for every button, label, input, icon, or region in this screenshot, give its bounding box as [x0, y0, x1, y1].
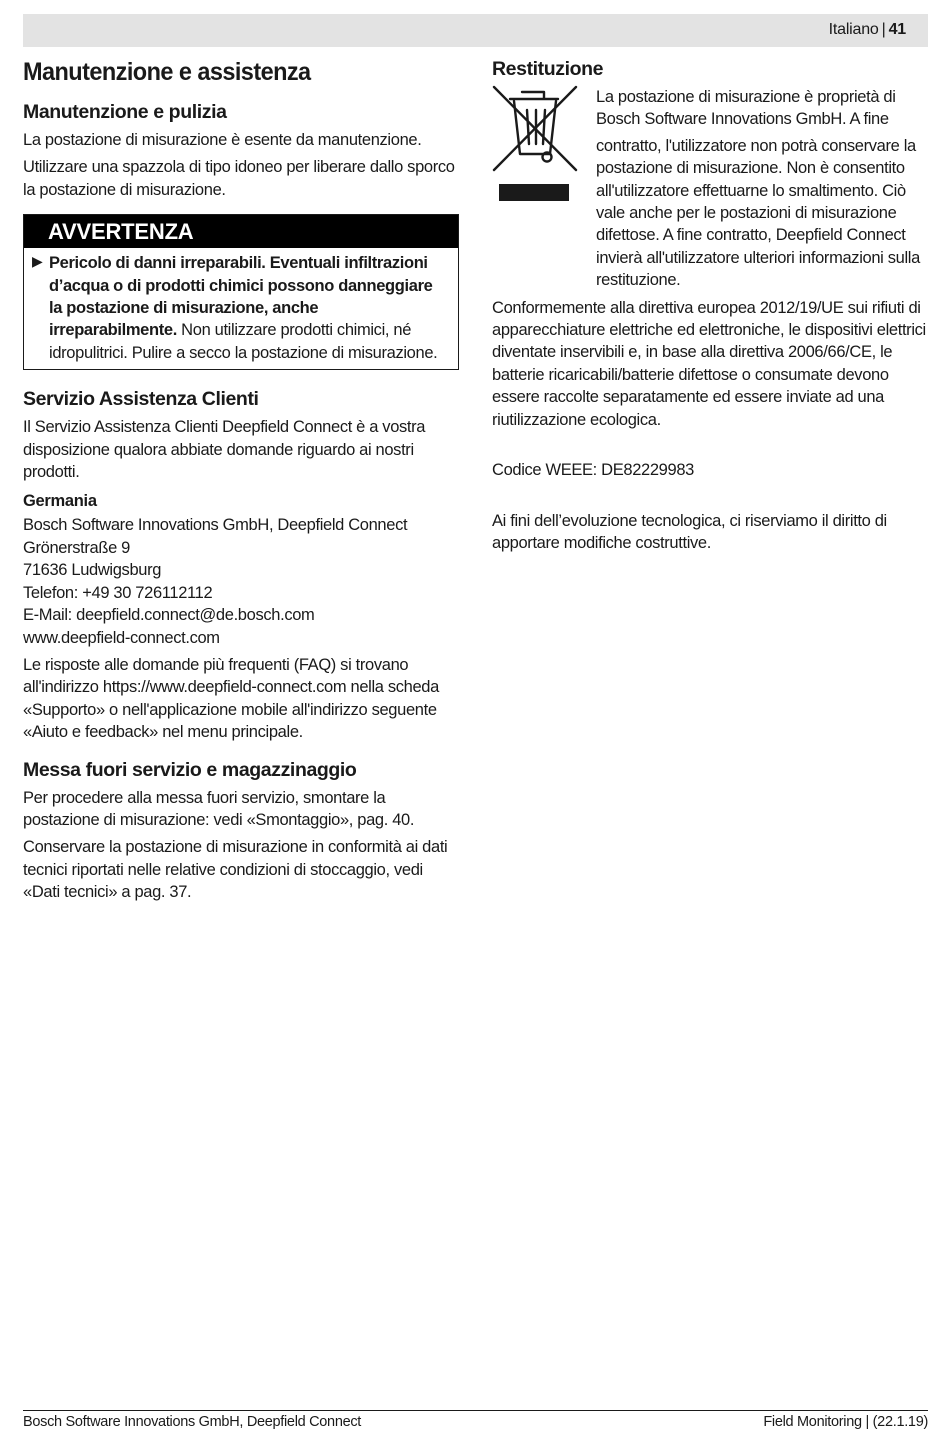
- country-heading: Germania: [23, 492, 97, 511]
- return-heading: Restituzione: [492, 58, 604, 80]
- warning-box: [23, 214, 459, 370]
- directive-paragraph: Conformemente alla direttiva europea 2012/19/UE sui rifiuti di apparecchiature elettriche ed elettroniche, le dispositivi elettrici diventate inservibili e, in base alla direttiva 2006/66/CE, le batterie ricaricabili/batterie difettose o consumate devono essere raccolte separatamente ed essere inviate ad una riutilizzazione ecologica.: [492, 298, 926, 429]
- header-language: Italiano: [828, 21, 879, 38]
- page-number: 41: [888, 21, 906, 38]
- warning-label: AVVERTENZA: [24, 215, 458, 248]
- return-section: [492, 86, 928, 292]
- warning-text: [49, 252, 448, 364]
- weee-code: Codice WEEE: DE82229983: [492, 461, 694, 480]
- address-website: www.deepfield-connect.com: [23, 628, 220, 647]
- right-column: [492, 56, 928, 559]
- left-column: [23, 56, 459, 909]
- header-text: [829, 21, 906, 39]
- header-separator: |: [881, 21, 886, 38]
- warning-normal-text: Non utilizzare prodotti chimici, né idropulitrici. Pulire a secco la postazione di misurazione.: [49, 321, 438, 362]
- footer-company: Bosch Software Innovations GmbH, Deepfield Connect: [23, 1414, 362, 1430]
- address-line: Grönerstraße 9: [23, 538, 130, 557]
- maintenance-paragraph-2: Utilizzare una spazzola di tipo idoneo per liberare dallo sporco la postazione di misurazione.: [23, 158, 455, 199]
- maintenance-paragraph-1: La postazione di misurazione è esente da manutenzione.: [23, 131, 422, 149]
- return-paragraph-2: contratto, l'utilizzatore non potrà conservare la postazione di misurazione. Non è consentito all'utilizzatore effettuarne lo smaltimento. Ciò vale anche per le postazioni di misurazione difettose. A fine contratto, Deepfield Connect invierà all'utilizzatore ulteriori informazioni sulla restituzione.: [596, 136, 920, 290]
- service-heading: Servizio Assistenza Clienti: [23, 388, 259, 411]
- address-line: Bosch Software Innovations GmbH, Deepfield Connect: [23, 516, 408, 535]
- faq-paragraph: Le risposte alle domande più frequenti (FAQ) si trovano all'indirizzo https://www.deepfield-connect.com nella scheda «Supporto» o nell'applicazione mobile all'indirizzo seguente «Aiuto e feedback» nel menu principale.: [23, 655, 439, 742]
- address-phone: Telefon: +49 30 726112112: [23, 583, 213, 602]
- contact-address: [23, 514, 459, 648]
- address-line: 71636 Ludwigsburg: [23, 561, 162, 580]
- return-paragraph-1: La postazione di misurazione è proprietà di Bosch Software Innovations GmbH. A fine: [596, 88, 896, 129]
- warning-bold-text: Pericolo di danni irreparabili. Eventuali infiltrazioni d’acqua o di prodotti chimici possono danneggiare la postazione di misurazione, anche irreparabilmente.: [49, 254, 433, 340]
- bullet-arrow-icon: ▶: [32, 253, 43, 270]
- footer-document-info: Field Monitoring | (22.1.19): [763, 1414, 928, 1430]
- page-header: [23, 14, 928, 47]
- section-title: Manutenzione e assistenza: [23, 58, 311, 86]
- footer-divider: [23, 1410, 928, 1411]
- address-email: E-Mail: deepfield.connect@de.bosch.com: [23, 606, 315, 625]
- decommission-paragraph-2: Conservare la postazione di misurazione in conformità ai dati tecnici riportati nelle relative condizioni di stoccaggio, vedi «Dati tecnici» a pag. 37.: [23, 838, 448, 902]
- service-intro: Il Servizio Assistenza Clienti Deepfield Connect è a vostra disposizione qualora abbiate domande riguardo ai nostri prodotti.: [23, 418, 426, 482]
- maintenance-heading: Manutenzione e pulizia: [23, 101, 227, 123]
- return-text: [596, 86, 928, 292]
- decommission-paragraph-1: Per procedere alla messa fuori servizio, smontare la postazione di misurazione: vedi «Smontaggio», pag. 40.: [23, 788, 415, 829]
- disclaimer-paragraph: Ai fini dell’evoluzione tecnologica, ci riserviamo il diritto di apportare modifiche costruttive.: [492, 511, 887, 552]
- crossed-out-wheelie-bin-icon: [492, 84, 578, 206]
- warning-body: [24, 248, 458, 369]
- decommission-heading: Messa fuori servizio e magazzinaggio: [23, 758, 357, 781]
